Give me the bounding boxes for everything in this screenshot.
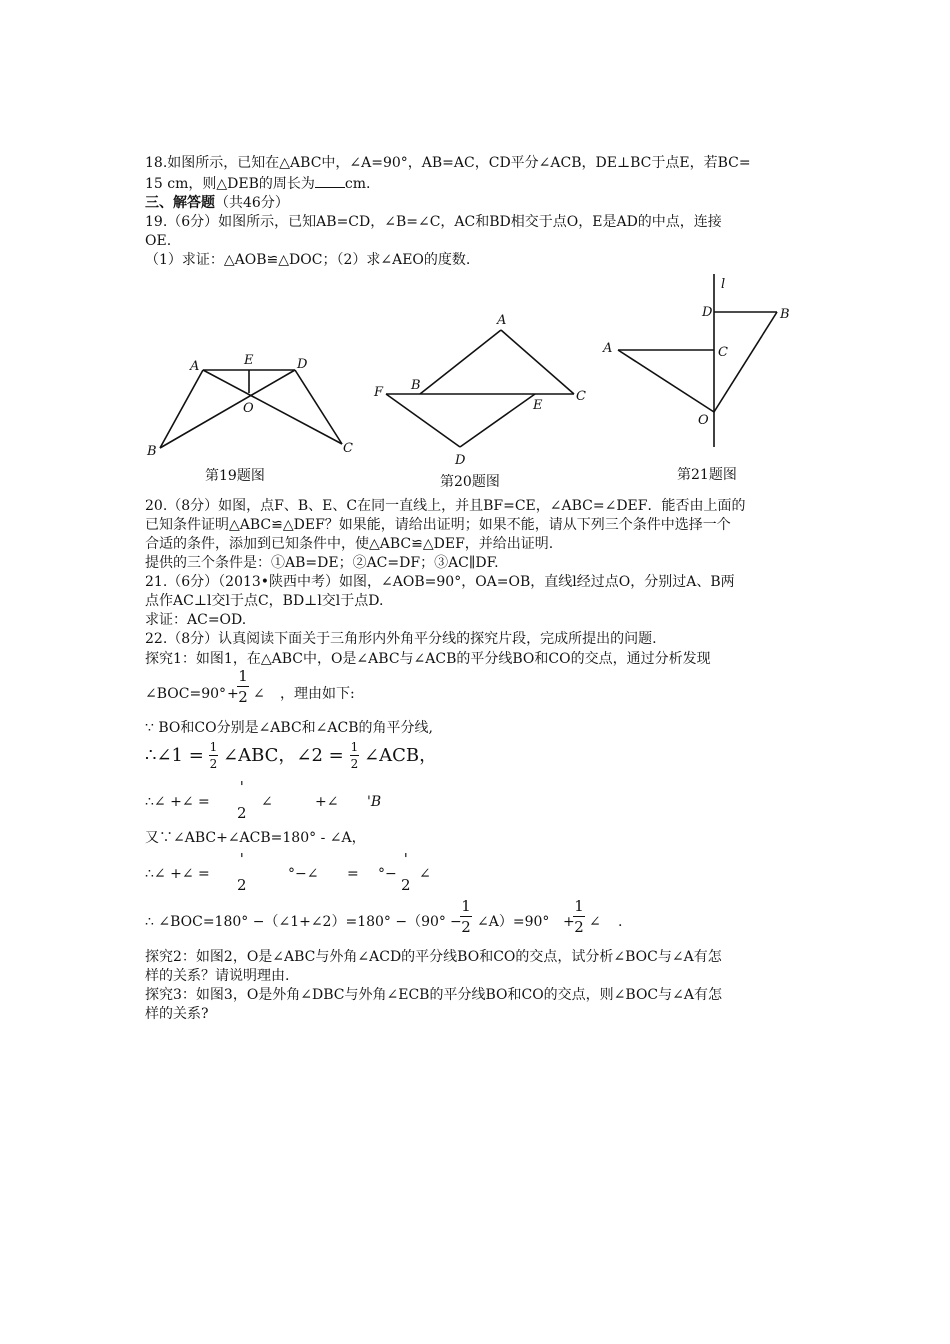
q19-line3: （1）求证：△AOB≌△DOC；（2）求∠AEO的度数. [145, 252, 471, 268]
q18-line2-b: cm. [344, 176, 371, 192]
fig19-label-d: D [297, 357, 308, 372]
q19-line1: 19.（6分）如图所示，已知AB=CD，∠B=∠C，AC和BD相交于点O，E是AD的中点，连接 [145, 214, 722, 230]
q22-line8-fraction-1 [237, 850, 247, 894]
fraction-numerator: 1 [209, 740, 218, 754]
q22-line13: 样的关系? [145, 1006, 209, 1022]
fig21-caption: 第21题图 [677, 467, 737, 483]
q22-line5-a: ∴∠1 = [145, 745, 204, 766]
q22-line3-c: ∠ [253, 686, 265, 702]
q22-line8-c: = [347, 866, 359, 882]
figures-svg [0, 272, 950, 502]
fig20-label-b: B [411, 378, 421, 393]
q22-line9-c: ∠A）=90° [477, 914, 550, 930]
q20-line3: 合适的条件，添加到已知条件中，使△ABC≌△DEF，并给出证明. [145, 536, 554, 552]
fraction-denominator: 2 [238, 688, 248, 706]
q22-line8-b: °−∠ [288, 866, 319, 882]
fraction-numerator: 1 [238, 667, 248, 685]
section3-score: （共46分） [215, 195, 289, 211]
fig20-label-e: E [533, 398, 543, 413]
fig19-caption: 第19题图 [205, 468, 265, 484]
fig21-label-a: A [603, 341, 613, 356]
fraction-denominator: 2 [574, 918, 584, 936]
q21-line3: 求证：AC=OD. [145, 612, 247, 628]
q22-line5-fraction-2 [350, 740, 359, 771]
q18-line2-a: 15 cm，则△DEB的周长为 [145, 176, 315, 192]
fig20-label-d: D [455, 453, 466, 468]
q22-line10: 探究2：如图2，O是∠ABC与外角∠ACD的平分线BO和CO的交点，试分析∠BOC与∠A有怎 [145, 949, 722, 965]
fig20-label-f: F [374, 385, 384, 400]
q22-line6-fraction [237, 778, 247, 822]
fraction-denominator: 2 [209, 757, 218, 771]
fraction-numerator: 1 [350, 740, 359, 754]
q22-line6-c: +∠ [315, 794, 339, 810]
fig21-label-l: l [721, 277, 726, 292]
fig19-label-b: B [147, 444, 157, 459]
q22-line8-a: ∴∠ +∠ = [145, 866, 210, 882]
q22-line5-fraction-1 [209, 740, 218, 771]
q22-line6-a: ∴∠ +∠ = [145, 794, 210, 810]
section3-heading [145, 194, 289, 212]
q22-line12: 探究3：如图3，O是外角∠DBC与外角∠ECB的平分线BO和CO的交点，则∠BOC与∠A有怎 [145, 987, 722, 1003]
fig21-label-b: B [780, 307, 790, 322]
q20-line4: 提供的三个条件是：①AB=DE；②AC=DF；③AC∥DF. [145, 555, 499, 571]
fig20-label-a: A [497, 313, 507, 328]
q22-line9-e: ∠ [589, 914, 601, 930]
q22-line9-d: + [563, 914, 575, 930]
fig19-label-e: E [244, 353, 254, 368]
fraction-bar [209, 755, 218, 756]
q21-line1: 21.（6分）（2013•陕西中考）如图，∠AOB=90°，OA=OB，直线l经过点O，分别过A、B两 [145, 574, 735, 590]
q22-line8-fraction-2 [401, 850, 411, 894]
q22-line11: 样的关系？请说明理由. [145, 968, 290, 984]
fraction-numerator: ' [403, 850, 408, 868]
q20-line1: 20.（8分）如图，点F、B、E、C在同一直线上，并且BF=CE，∠ABC=∠DEF．能否由上面的 [145, 498, 746, 514]
q22-line3-d: ，理由如下: [280, 686, 355, 702]
fraction-denominator: 2 [401, 876, 411, 894]
fraction-bar [350, 755, 359, 756]
q22-line3-a: ∠BOC=90° [145, 686, 227, 702]
fraction-numerator: ' [239, 850, 244, 868]
fig19-label-a: A [190, 359, 200, 374]
q18-line1: 18.如图所示，已知在△ABC中，∠A=90°，AB=AC，CD平分∠ACB，DE⊥BC于点E，若BC= [145, 155, 751, 171]
fig21-label-d: D [702, 305, 713, 320]
fraction-numerator: ' [239, 778, 244, 796]
fraction-denominator: 2 [350, 757, 359, 771]
fig20-caption: 第20题图 [440, 474, 500, 490]
q22-line2: 探究1：如图1，在△ABC中，O是∠ABC与∠ACB的平分线BO和CO的交点，通过分析发现 [145, 651, 711, 667]
fraction-numerator: 1 [461, 897, 471, 915]
q22-line9-a: ∴ ∠BOC=180° −（∠1+∠2）=180° −（90° [145, 914, 446, 930]
q22-line8-e: ∠ [419, 866, 431, 882]
fraction-bar [460, 916, 472, 917]
fraction-bar [573, 916, 585, 917]
fig20-label-c: C [576, 389, 586, 404]
q19-line2: OE. [145, 233, 172, 249]
q21-line2: 点作AC⊥l交l于点C，BD⊥l交l于点D. [145, 593, 384, 609]
q22-line6-d: 'B [367, 794, 382, 810]
fraction-denominator: 2 [461, 918, 471, 936]
q22-line1: 22.（8分）认真阅读下面关于三角形内外角平分线的探究片段，完成所提出的问题. [145, 631, 657, 647]
q22-line8-d: °− [378, 866, 397, 882]
q22-line9-fraction-2 [573, 897, 585, 936]
fig19-label-c: C [343, 441, 353, 456]
q22-line4: ∵ BO和CO分别是∠ABC和∠ACB的角平分线, [145, 720, 433, 736]
fig21-label-o: O [698, 413, 709, 428]
fraction-numerator: 1 [574, 897, 584, 915]
fraction-denominator: 2 [237, 804, 247, 822]
fig21-label-c: C [718, 345, 728, 360]
fig19-label-o: O [243, 401, 254, 416]
q18-blank [315, 175, 345, 188]
q22-line7: 又∵∠ABC+∠ACB=180° - ∠A， [145, 830, 366, 846]
q22-line9-fraction-1 [460, 897, 472, 936]
q22-line5-c: ∠ACB， [364, 745, 438, 766]
q22-line6-b: ∠ [261, 794, 273, 810]
q20-line2: 已知条件证明△ABC≌△DEF？如果能，请给出证明；如果不能，请从下列三个条件中选择一个 [145, 517, 731, 533]
q22-line3-b: + [227, 686, 239, 702]
section3-title: 三、解答题 [145, 195, 215, 211]
q22-line9-b: − [450, 914, 462, 930]
fraction-bar [237, 686, 249, 687]
fraction-denominator: 2 [237, 876, 247, 894]
q22-line5-b: ∠ABC，∠2 = [223, 745, 344, 766]
q22-line3-fraction [237, 667, 249, 706]
q18-line2 [145, 175, 370, 193]
q22-line9-f: . [618, 914, 623, 930]
